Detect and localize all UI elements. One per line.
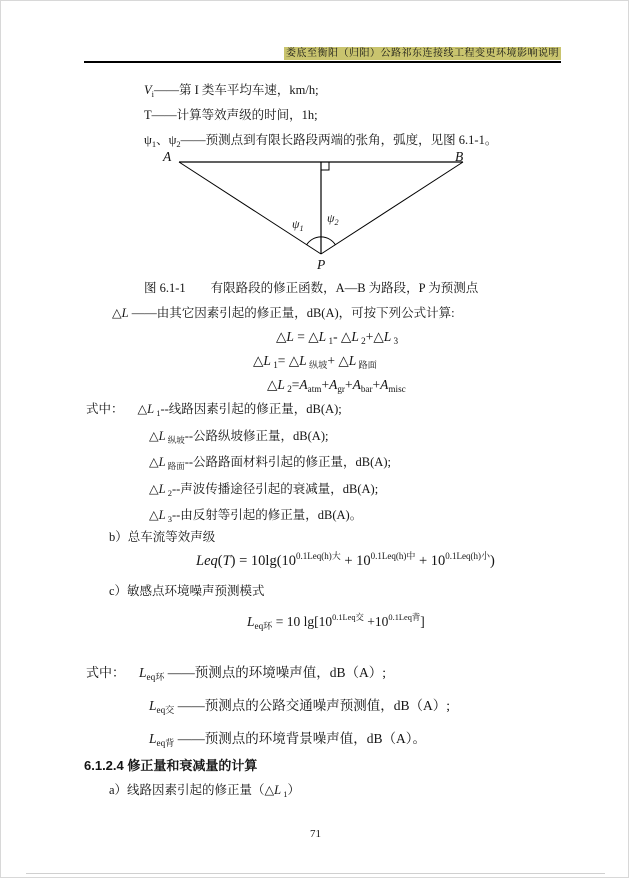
header-rule: [84, 61, 561, 63]
shizhong1-line-3: △L $_{路面}$--公路路面材料引起的修正量，dB(A);: [149, 455, 391, 471]
point-label-a: A: [163, 149, 172, 164]
line-b-to-p: [321, 162, 463, 254]
definition-line-vi: $V_i——$第 I 类车平均车速，km/h;: [144, 83, 319, 99]
line-a-to-p: [179, 162, 321, 254]
point-label-b: B: [455, 149, 464, 164]
figure-6-1-1-diagram: [161, 147, 471, 279]
item-a-line: a）线路因素引起的修正量（△L $_1$）: [109, 783, 301, 799]
shizhong1-line-4: △L $_2$--声波传播途径引起的衰减量，dB(A);: [149, 482, 379, 498]
shizhong1-line-1: [86, 399, 342, 418]
angle-label-psi1: $\psi_1$: [292, 217, 304, 233]
triangle-diagram-svg: [161, 147, 471, 279]
point-label-p: P: [317, 257, 326, 272]
header-title-text: 娄底至衡阳（归阳）公路祁东连接线工程变更环境影响说明: [286, 48, 559, 59]
shizhong1-line-5: △L $_3$--由反射等引起的修正量，dB(A)。: [149, 508, 363, 524]
formula-delta-l1: △L $_1$= △L $_{纵坡}$+ △L $_{路面}$: [253, 353, 377, 370]
formula-leq-t: $Leq(T) = 10\lg(10^{0.1Leq(h)大} + 10^{0.1Leq(h)中} + 10^{0.1Leq(h)小})$: [196, 551, 495, 569]
angle-label-psi2: $\psi_2$: [327, 211, 339, 227]
page-number: 71: [310, 828, 321, 840]
shizhong2-line-1: [86, 661, 386, 683]
section-b-label: b）总车流等效声级: [109, 530, 216, 544]
right-angle-marker: [321, 162, 329, 170]
formula-leq-env: $L_{eq环} = 10$ $\lg[10^{0.1Leq交} +10^{0.1Leq背}]$: [247, 613, 425, 631]
shizhong2-prefix: 式中：: [86, 665, 126, 680]
shizhong2-l1-text: $L_{eq环}$ ——预测点的环境噪声值，dB（A）;: [139, 665, 387, 682]
formula-delta-l2: △L $_2=A_{atm}+A_{gr}+A_{bar}+A_{misc}$: [267, 377, 406, 394]
definition-line-t: T——计算等效声级的时间，1h;: [144, 108, 318, 122]
shizhong2-line-3: $L_{eq背}$ ——预测点的环境背景噪声值，dB（A）。: [149, 731, 426, 748]
shizhong1-l1-text: △L $_1$--线路因素引起的修正量，dB(A);: [137, 402, 342, 418]
shizhong1-line-2: △L $_{纵坡}$--公路纵坡修正量，dB(A);: [149, 429, 329, 445]
shizhong1-prefix: 式中：: [86, 402, 124, 416]
page-bottom-edge: [26, 873, 605, 874]
page-header: [1, 44, 561, 59]
definition-line-psi: $\psi_1$、$\psi_2——$预测点到有限长路段两端的张角，弧度，见图 6.1-1。: [144, 133, 498, 149]
delta-l-description: △L ——由其它因素引起的修正量，dB(A)，可按下列公式计算:: [112, 306, 455, 320]
formula-delta-l-total: △L = △L $_1$- △L $_2$+△L $_3$: [276, 329, 399, 346]
shizhong2-line-2: $L_{eq交}$ ——预测点的公路交通噪声预测值，dB（A）;: [149, 698, 450, 715]
section-c-label: c）敏感点环境噪声预测模式: [109, 584, 265, 598]
figure-caption: 图 6.1-1 有限路段的修正函数，A—B 为路段，P 为预测点: [144, 281, 479, 295]
section-heading-6-1-2-4: 6.1.2.4 修正量和衰减量的计算: [84, 758, 258, 773]
